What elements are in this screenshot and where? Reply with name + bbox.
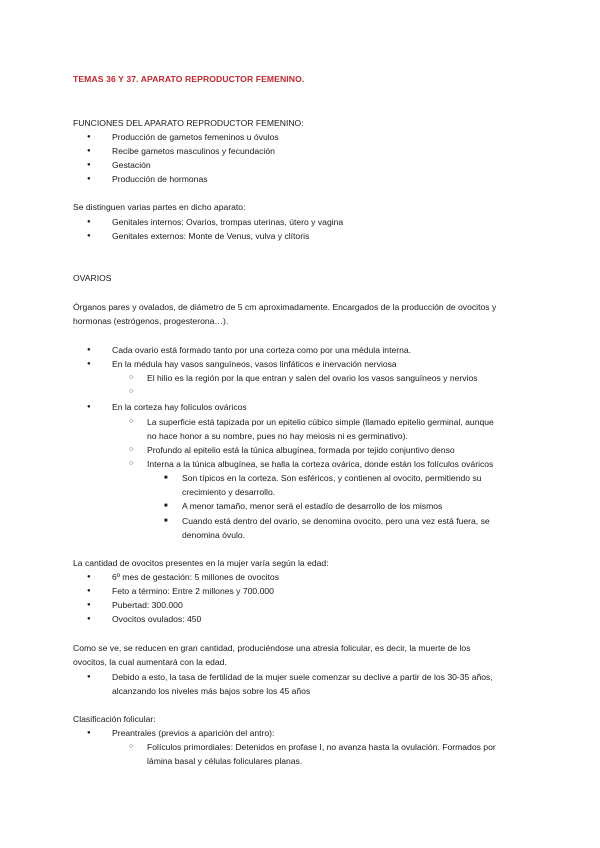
sublist-item: ○ La superficie está tapizada por un epitelio cúbico simple (llamado epitelio germinal, aunque — [147, 416, 494, 428]
list-item: ● Feto a término: Entre 2 millones y 700.000 — [112, 585, 274, 597]
parts-heading: Se distinguen varias partes en dicho aparato: — [73, 202, 246, 212]
subsublist-item-cont: denomina óvulo. — [182, 530, 246, 540]
list-item: ● Preantrales (previos a aparición del antro): — [112, 727, 274, 739]
list-item: ● Producción de hormonas — [112, 173, 208, 185]
subsublist-item-cont: crecimiento y desarrollo. — [182, 487, 276, 497]
document-title: TEMAS 36 Y 37. APARATO REPRODUCTOR FEMENINO. — [73, 74, 305, 84]
ovocitos-heading: La cantidad de ovocitos presentes en la mujer varía según la edad: — [73, 558, 329, 568]
list-item: ● Cada ovario está formado tanto por una corteza como por una médula interna. — [112, 344, 411, 356]
sublist-item-cont: lámina basal y células foliculares planas. — [147, 756, 303, 766]
list-item: ● En la corteza hay folículos ováricos — [112, 401, 247, 413]
functions-heading: FUNCIONES DEL APARATO REPRODUCTOR FEMENINO: — [73, 118, 304, 128]
sublist-item: ○ Folículos primordiales: Detenidos en profase I, no avanza hasta la ovulación. Formados por — [147, 741, 496, 753]
sublist-item: ○ Profundo al epitelio está la túnica albugínea, formada por tejido conjuntivo denso — [147, 444, 455, 456]
list-item: ● Producción de gametos femeninos u óvulos — [112, 131, 279, 143]
subsublist-item: ■ Son típicos en la corteza. Son esféricos, y contienen al ovocito, permitiendo su — [182, 472, 482, 484]
list-item: ● Genitales externos: Monte de Venus, vulva y clítoris — [112, 230, 309, 242]
list-item: ● En la médula hay vasos sanguíneos, vasos linfáticos e inervación nerviosa — [112, 358, 397, 370]
sublist-item: ○ El hilio es la región por la que entran y salen del ovario los vasos sanguíneos y nervios — [147, 372, 478, 384]
list-item: ● Gestación — [112, 159, 151, 171]
clasificacion-heading: Clasificación folicular: — [73, 714, 156, 724]
sublist-item-cont: no hace honor a su nombre, pues no hay meiosis ni es germinativo). — [147, 431, 408, 441]
list-item-cont: alcanzando los niveles más bajos sobre los 45 años — [112, 686, 311, 696]
paragraph-line: Como se ve, se reducen en gran cantidad, produciéndose una atresia folicular, es decir, la muerte de los — [73, 643, 471, 653]
list-item: ● Ovocitos ovulados: 450 — [112, 613, 201, 625]
subsublist-item: ■ Cuando está dentro del ovario, se denomina ovocito, pero una vez está fuera, se — [182, 515, 490, 527]
list-item: ● Debido a esto, la tasa de fertilidad de la mujer suele comenzar su declive a partir de los 30-35 años, — [112, 671, 493, 683]
list-item: ● Genitales internos: Ovarios, trompas uterinas, útero y vagina — [112, 216, 343, 228]
subsublist-item: ■ A menor tamaño, menor será el estadío de desarrollo de los mismos — [182, 500, 442, 512]
paragraph-line: ovocitos, la cual aumentará con la edad. — [73, 657, 227, 667]
sublist-item: ○ Interna a la túnica albugínea, se halla la corteza ovárica, donde están los folículos ováricos — [147, 458, 493, 470]
paragraph-line: hormonas (estrógenos, progesterona…). — [73, 316, 229, 326]
list-item: ● Recibe gametos masculinos y fecundación — [112, 145, 275, 157]
list-item: ● Pubertad: 300.000 — [112, 599, 183, 611]
ovarios-heading: OVARIOS — [73, 273, 112, 283]
paragraph-line: Órganos pares y ovalados, de diámetro de 5 cm aproximadamente. Encargados de la producción de ovocitos y — [73, 302, 497, 312]
list-item: ● 6º mes de gestación: 5 millones de ovocitos — [112, 571, 279, 583]
